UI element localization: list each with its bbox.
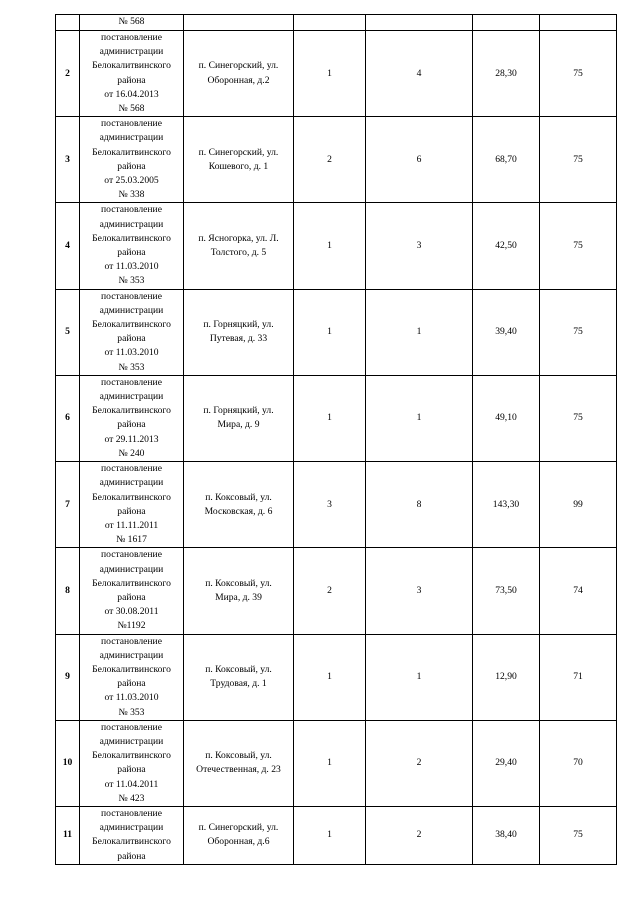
residents-cell: 3 — [366, 548, 473, 634]
residents-cell: 4 — [366, 31, 473, 117]
row-number: 10 — [56, 720, 80, 806]
area-cell: 49,10 — [473, 375, 540, 461]
resolution-cell: постановление администрации Белокалитвинского района от 11.03.2010 № 353 — [80, 203, 184, 289]
area-cell: 39,40 — [473, 289, 540, 375]
row-number: 9 — [56, 634, 80, 720]
address-cell: п. Горняцкий, ул. Мира, д. 9 — [184, 375, 294, 461]
residents-cell: 1 — [366, 289, 473, 375]
address-cell: п. Коксовый, ул. Отечественная, д. 23 — [184, 720, 294, 806]
row-number: 11 — [56, 806, 80, 864]
residents-cell: 2 — [366, 720, 473, 806]
resolution-cell: постановление администрации Белокалитвинского района от 25.03.2005 № 338 — [80, 117, 184, 203]
row-number: 8 — [56, 548, 80, 634]
address-cell: п. Горняцкий, ул. Путевая, д. 33 — [184, 289, 294, 375]
wear-cell: 75 — [540, 31, 617, 117]
address-cell: п. Коксовый, ул. Московская, д. 6 — [184, 462, 294, 548]
resolution-cell: постановление администрации Белокалитвинского района от 16.04.2013 № 568 — [80, 31, 184, 117]
rooms-cell — [294, 15, 366, 31]
address-cell — [184, 15, 294, 31]
rooms-cell: 2 — [294, 548, 366, 634]
rooms-cell: 3 — [294, 462, 366, 548]
wear-cell: 70 — [540, 720, 617, 806]
resolution-cell: постановление администрации Белокалитвинского района от 30.08.2011 №1192 — [80, 548, 184, 634]
residents-cell: 2 — [366, 806, 473, 864]
row-number: 4 — [56, 203, 80, 289]
area-cell: 28,30 — [473, 31, 540, 117]
address-cell: п. Коксовый, ул. Трудовая, д. 1 — [184, 634, 294, 720]
rooms-cell: 1 — [294, 720, 366, 806]
wear-cell: 71 — [540, 634, 617, 720]
resolution-cell: постановление администрации Белокалитвинского района от 11.04.2011 № 423 — [80, 720, 184, 806]
wear-cell: 74 — [540, 548, 617, 634]
row-number: 3 — [56, 117, 80, 203]
address-cell: п. Коксовый, ул. Мира, д. 39 — [184, 548, 294, 634]
wear-cell: 75 — [540, 375, 617, 461]
table-row — [56, 117, 617, 203]
residents-cell: 1 — [366, 634, 473, 720]
wear-cell: 75 — [540, 806, 617, 864]
row-number — [56, 15, 80, 31]
table-row — [56, 462, 617, 548]
area-cell: 68,70 — [473, 117, 540, 203]
area-cell: 42,50 — [473, 203, 540, 289]
row-number: 7 — [56, 462, 80, 548]
resolution-cell: № 568 — [80, 15, 184, 31]
residents-cell: 3 — [366, 203, 473, 289]
table-row — [56, 15, 617, 31]
area-cell: 73,50 — [473, 548, 540, 634]
address-cell: п. Синегорский, ул. Оборонная, д.6 — [184, 806, 294, 864]
rooms-cell: 1 — [294, 806, 366, 864]
wear-cell: 99 — [540, 462, 617, 548]
area-cell — [473, 15, 540, 31]
resolution-cell: постановление администрации Белокалитвинского района от 11.11.2011 № 1617 — [80, 462, 184, 548]
resolution-cell: постановление администрации Белокалитвинского района от 29.11.2013 № 240 — [80, 375, 184, 461]
row-number: 5 — [56, 289, 80, 375]
table-row — [56, 289, 617, 375]
housing-table — [55, 14, 617, 865]
resolution-cell: постановление администрации Белокалитвинского района от 11.03.2010 № 353 — [80, 634, 184, 720]
address-cell: п. Синегорский, ул. Оборонная, д.2 — [184, 31, 294, 117]
wear-cell: 75 — [540, 203, 617, 289]
wear-cell — [540, 15, 617, 31]
residents-cell: 8 — [366, 462, 473, 548]
table-row — [56, 375, 617, 461]
table-row — [56, 720, 617, 806]
residents-cell: 1 — [366, 375, 473, 461]
address-cell: п. Синегорский, ул. Кошевого, д. 1 — [184, 117, 294, 203]
rooms-cell: 1 — [294, 634, 366, 720]
table-row — [56, 31, 617, 117]
row-number: 6 — [56, 375, 80, 461]
address-cell: п. Ясногорка, ул. Л. Толстого, д. 5 — [184, 203, 294, 289]
table-row — [56, 634, 617, 720]
residents-cell — [366, 15, 473, 31]
rooms-cell: 1 — [294, 31, 366, 117]
area-cell: 143,30 — [473, 462, 540, 548]
rooms-cell: 1 — [294, 203, 366, 289]
rooms-cell: 1 — [294, 375, 366, 461]
wear-cell: 75 — [540, 117, 617, 203]
residents-cell: 6 — [366, 117, 473, 203]
wear-cell: 75 — [540, 289, 617, 375]
resolution-cell: постановление администрации Белокалитвинского района — [80, 806, 184, 864]
rooms-cell: 1 — [294, 289, 366, 375]
resolution-cell: постановление администрации Белокалитвинского района от 11.03.2010 № 353 — [80, 289, 184, 375]
area-cell: 12,90 — [473, 634, 540, 720]
area-cell: 29,40 — [473, 720, 540, 806]
rooms-cell: 2 — [294, 117, 366, 203]
area-cell: 38,40 — [473, 806, 540, 864]
table-row — [56, 548, 617, 634]
row-number: 2 — [56, 31, 80, 117]
table-row — [56, 806, 617, 864]
table-row — [56, 203, 617, 289]
